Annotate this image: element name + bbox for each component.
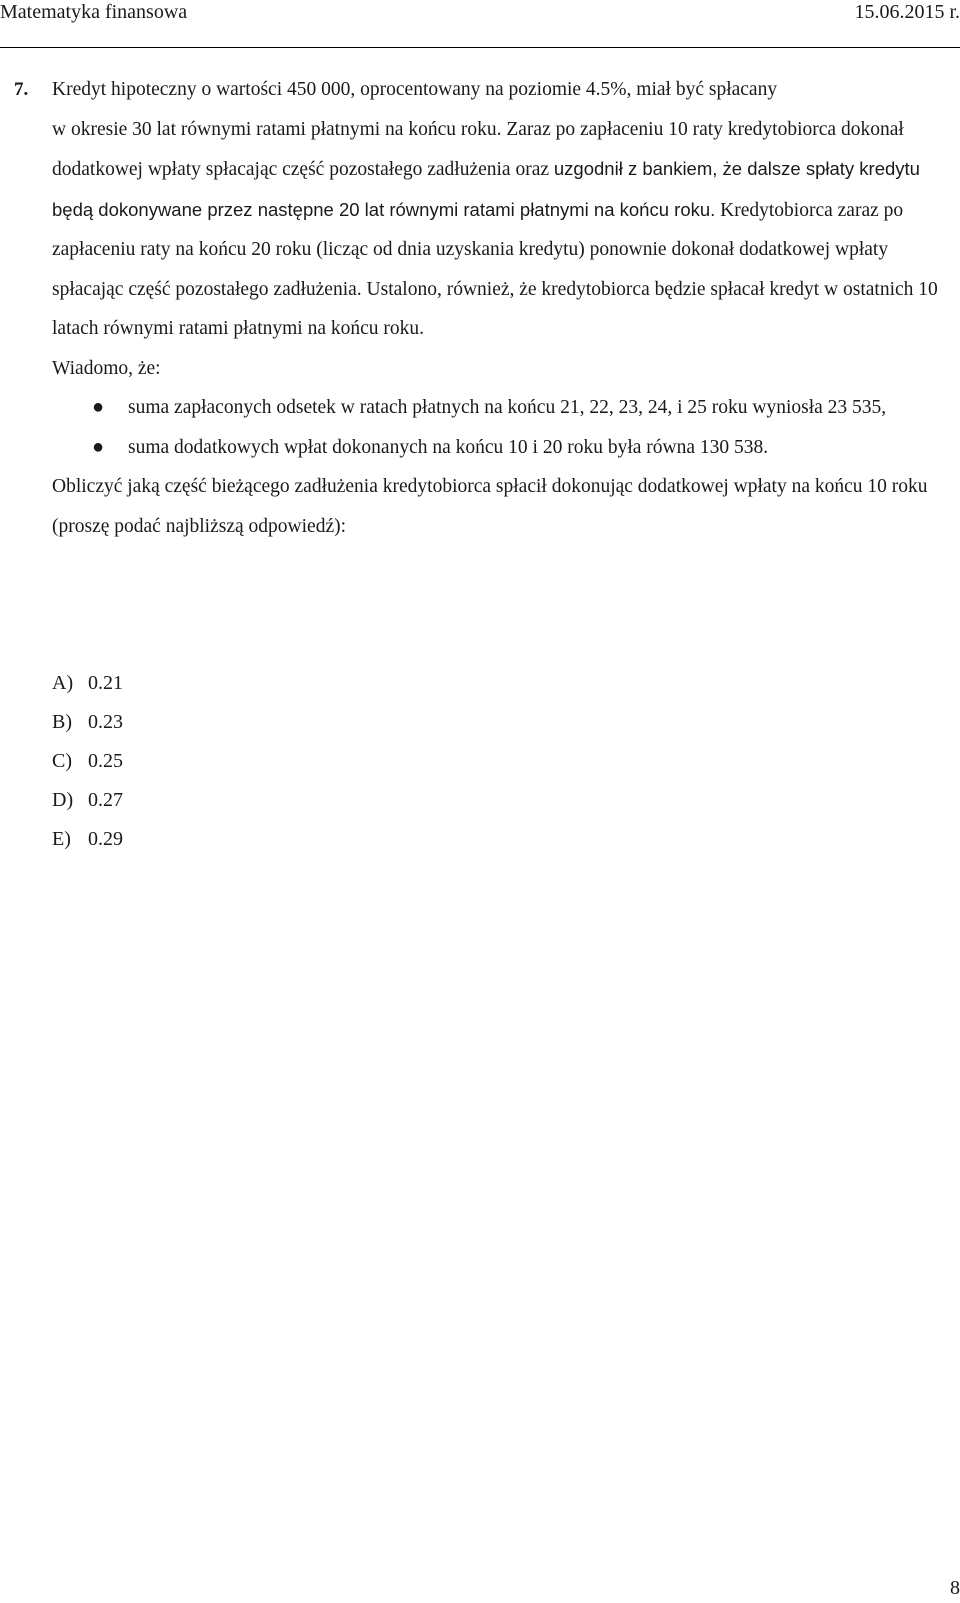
bullet-icon: ● — [92, 435, 105, 458]
answer-value: 0.29 — [88, 828, 123, 850]
given-item — [52, 428, 944, 468]
problem-intro-rest: w okresie 30 lat równymi ratami płatnymi na końcu roku. Zaraz po zapłaceniu 10 raty kredytobiorca dokonał dodatkowej wpłaty spłacając część pozostałego zadłużenia oraz — [52, 118, 904, 180]
answer-option-c — [52, 742, 123, 781]
header-divider — [0, 47, 960, 48]
header-title: Matematyka finansowa — [0, 1, 188, 23]
problem-7 — [14, 70, 944, 546]
answer-letter: A) — [52, 672, 74, 694]
page-header — [0, 0, 960, 48]
given-item — [52, 388, 944, 428]
problem-intro-line1: Kredyt hipoteczny o wartości 450 000, oprocentowany na poziomie 4.5%, miał być spłacany — [52, 79, 778, 100]
answer-value: 0.23 — [88, 711, 123, 733]
answer-letter: B) — [52, 711, 72, 733]
answer-value: 0.25 — [88, 750, 123, 772]
problem-body — [52, 70, 944, 349]
answer-option-a — [52, 664, 123, 703]
answer-option-d — [52, 781, 123, 820]
given-list — [52, 388, 944, 467]
given-item-text: suma dodatkowych wpłat dokonanych na końcu 10 i 20 roku była równa 130 538. — [128, 436, 769, 458]
answer-letter: D) — [52, 789, 74, 811]
problem-number: 7. — [14, 79, 29, 100]
page-number: 8 — [950, 1577, 960, 1599]
answer-option-b — [52, 703, 123, 742]
answer-letter: E) — [52, 828, 71, 850]
problem-after-sans: Kredytobiorca zaraz po zapłaceniu raty na końcu 20 roku (licząc od dnia uzyskania kredytu) ponownie dokonał dodatkowej wpłaty spłacając część pozostałego zadłużenia. Ustalono, również, że kredytobiorca będzie spłacał kredyt w ostatnich 10 latach równymi ratami płatnymi na końcu roku. — [52, 199, 938, 339]
given-item-text: suma zapłaconych odsetek w ratach płatnych na końcu 21, 22, 23, 24, i 25 roku wyniosła 23 535, — [128, 397, 887, 418]
bullet-icon: ● — [92, 396, 105, 418]
answer-option-e — [52, 820, 123, 859]
problem-sans-part: uzgodnił z bankiem, że dalsze spłaty kredytu będą dokonywane przez następne 20 lat równymi ratami płatnymi na końcu roku. — [52, 158, 920, 220]
question-text: Obliczyć jaką część bieżącego zadłużenia kredytobiorca spłacił dokonując dodatkowej wpłaty na końcu 10 roku (proszę podać najbliższą odpowiedź): — [52, 476, 928, 537]
answer-value: 0.27 — [88, 789, 123, 811]
problem-statement — [52, 110, 944, 349]
answer-value: 0.21 — [88, 672, 123, 694]
answer-letter: C) — [52, 750, 72, 772]
header-date: 15.06.2015 r. — [854, 1, 960, 23]
answer-list — [52, 664, 123, 859]
given-label: Wiadomo, że: — [52, 357, 161, 379]
